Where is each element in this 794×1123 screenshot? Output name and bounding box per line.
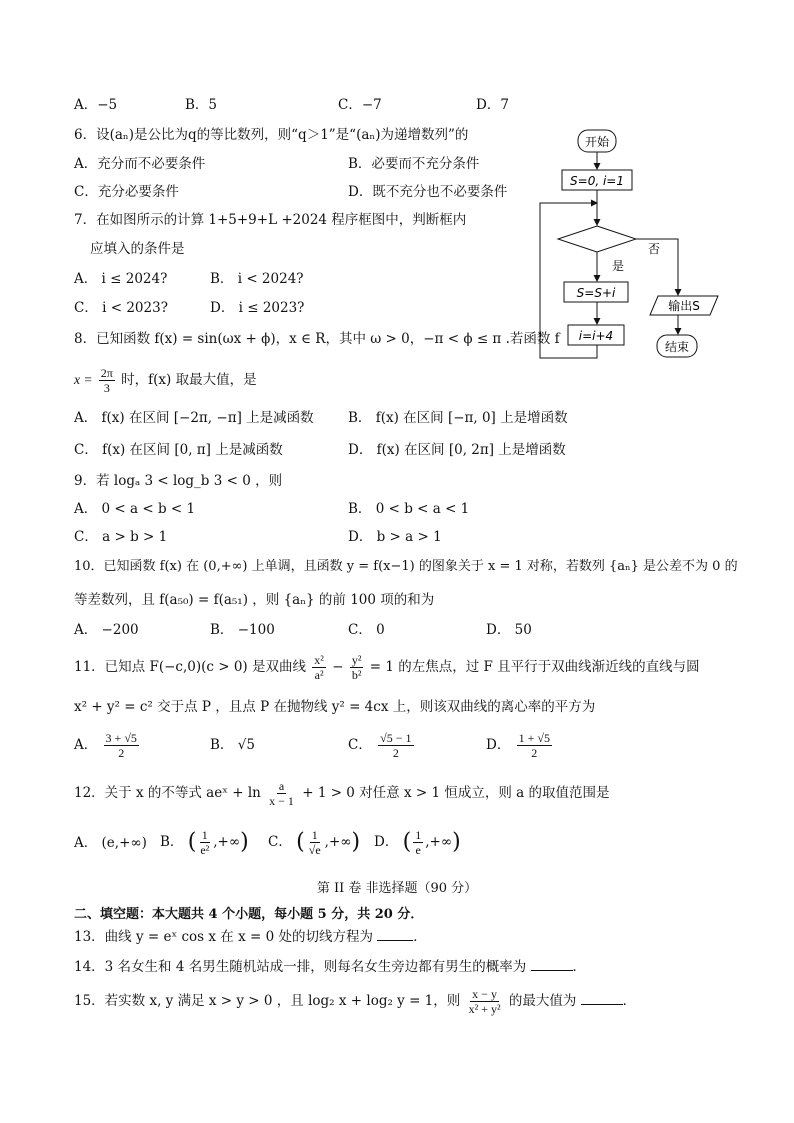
program-flowchart <box>530 125 730 365</box>
q6-option-d: D．既不充分也不必要条件 <box>348 184 508 200</box>
q11-frac1-den: a² <box>314 668 324 682</box>
q10-option-d: D． 50 <box>486 622 532 638</box>
q7-option-d: D． i ≤ 2023? <box>210 300 305 316</box>
q11-stem-part1: 11．已知点 F(−c,0)(c > 0) 是双曲线 <box>74 659 306 675</box>
flowchart-increment-label: i=i+4 <box>578 329 614 343</box>
q9-stem: 9．若 logₐ 3 < log_b 3 < 0 ，则 <box>74 473 283 489</box>
q11-d-label: D． <box>486 737 511 753</box>
q11-option-d <box>486 730 554 760</box>
q12-stem-part2: + 1 > 0 对任意 x > 1 恒成立，则 a 的取值范围是 <box>302 785 610 801</box>
q11-option-b: B． √5 <box>210 737 255 753</box>
q11-frac1-num: x² <box>314 653 324 667</box>
q11-c-frac <box>378 731 413 760</box>
q8-stem-line2-rest: 时，f(x) 取最大值，是 <box>121 372 257 388</box>
q12-d-frac <box>413 828 423 857</box>
q11-c-num: √5 − 1 <box>380 731 412 745</box>
q11-stem-part2: = 1 的左焦点，过 F 且平行于双曲线渐近线的直线与圆 <box>369 659 700 675</box>
q12-d-den: e <box>415 843 421 857</box>
q11-c-label: C． <box>348 737 372 753</box>
q8-option-c: C． f(x) 在区间 [0, π] 上是减函数 <box>74 442 283 458</box>
q8-option-b: B． f(x) 在区间 [−π, 0] 上是增函数 <box>348 410 568 426</box>
q9-option-d: D． b > a > 1 <box>348 529 442 545</box>
q12-d-label: D． <box>374 834 399 850</box>
q12-frac <box>267 779 296 808</box>
q9-option-b: B． 0 < b < a < 1 <box>348 501 470 517</box>
q15-stem <box>74 986 636 1016</box>
flowchart-yes-label: 是 <box>612 259 625 273</box>
q8-stem-line1: 8．已知函数 f(x) = sin(ωx + ϕ)，x ∈ R，其中 ω > 0，−π < ϕ ≤ π .若函数 f <box>74 331 560 347</box>
q9-option-a: A． 0 < a < b < 1 <box>74 501 196 517</box>
q12-b-den: e² <box>200 843 210 857</box>
q12-c-den: √e <box>308 843 321 857</box>
q11-a-num: 3 + √5 <box>105 731 137 745</box>
flowchart-init-label: S=0, i=1 <box>570 174 624 188</box>
part2-title: 第 II 卷 非选择题（90 分） <box>316 881 478 896</box>
q11-a-label: A． <box>74 737 98 753</box>
q7-stem-line2: 应填入的条件是 <box>90 241 185 257</box>
flowchart-output-label: 输出S <box>668 299 700 313</box>
q8-x-eq: x = <box>74 372 93 387</box>
q7-option-a: A． i ≤ 2024? <box>74 271 168 287</box>
q13-stem-text: 13．曲线 y = eˣ cos x 在 x = 0 处的切线方程为 <box>74 929 373 945</box>
flowchart-end-label: 结束 <box>664 340 690 354</box>
q9-option-c: C． a > b > 1 <box>74 529 168 545</box>
q10-stem-line2: 等差数列，且 f(a₅₀) = f(a₅₁) ，则 {aₙ} 的前 100 项的和为 <box>74 592 435 608</box>
q14-answer-blank[interactable] <box>531 970 573 971</box>
q11-frac2-num: y² <box>351 653 362 667</box>
flowchart-decision-diamond <box>558 226 636 252</box>
q11-d-den: 2 <box>531 746 538 760</box>
q14-stem <box>74 958 586 976</box>
q12-c-num: 1 <box>311 828 318 842</box>
q12-c-frac <box>307 828 323 857</box>
flowchart-sum-label: S=S+i <box>576 286 616 300</box>
q14-stem-text: 14．3 名女生和 4 名男生随机站成一排，则每名女生旁边都有男生的概率为 <box>74 959 527 975</box>
q11-d-frac <box>517 731 552 760</box>
q12-d-tail: ,+∞ <box>425 834 453 850</box>
flowchart-no-label: 否 <box>648 242 661 256</box>
q10-stem-line1: 10．已知函数 f(x) 在 (0,+∞) 上单调，且函数 y = f(x−1) 的图象关于 x = 1 对称，若数列 {aₙ} 是公差不为 0 的 <box>74 559 738 574</box>
q12-c-tail: ,+∞ <box>324 834 352 850</box>
q13-stem <box>74 928 427 946</box>
q12-b-tail: ,+∞ <box>213 834 241 850</box>
q13-answer-blank[interactable] <box>377 940 413 941</box>
q15-stem-part2: 的最大值为 <box>508 993 577 1009</box>
q12-c-label: C． <box>268 834 292 850</box>
q12-option-a: A． (e,+∞) <box>74 835 147 851</box>
q8-stem-line2 <box>74 366 257 395</box>
q11-option-c <box>348 730 416 760</box>
q8-option-d: D． f(x) 在区间 [0, 2π] 上是增函数 <box>348 442 566 458</box>
q11-frac1 <box>312 653 326 682</box>
q15-frac <box>467 987 503 1016</box>
q15-frac-num: x − y <box>472 987 497 1001</box>
q12-b-num: 1 <box>201 828 208 842</box>
q5-option-d: D．7 <box>476 97 509 113</box>
q12-d-num: 1 <box>415 828 422 842</box>
q11-d-num: 1 + √5 <box>518 731 550 745</box>
q15-answer-blank[interactable] <box>581 1004 623 1005</box>
q8-frac-den: 3 <box>103 381 110 395</box>
q6-option-c: C．充分必要条件 <box>74 184 179 200</box>
q12-option-c: C． ( $\frac{1}{√e}$ ,+∞) <box>268 828 361 857</box>
q5-option-c: C．−7 <box>338 97 382 113</box>
q11-frac2 <box>350 653 364 682</box>
q11-option-a <box>74 730 141 760</box>
q12-b-frac <box>198 828 211 857</box>
q8-frac-num: 2π <box>100 366 113 380</box>
q7-stem-line1: 7．在如图所示的计算 1+5+9+L +2024 程序框图中，判断框内 <box>74 212 467 228</box>
q10-option-b: B． −100 <box>210 622 275 638</box>
flowchart-start-label: 开始 <box>584 135 610 149</box>
q12-option-b: B． ( $\frac{1}{\text{e²}}$ ,+∞) <box>160 828 249 857</box>
q11-a-den: 2 <box>118 746 125 760</box>
q8-fraction <box>99 366 115 395</box>
q10-option-a: A． −200 <box>74 622 139 638</box>
q15-frac-den: x² + y² <box>468 1002 501 1016</box>
q11-c-den: 2 <box>392 746 399 760</box>
q5-option-a: A．−5 <box>74 97 118 113</box>
q11-stem-line1 <box>74 652 700 682</box>
q12-b-label: B． <box>160 834 184 850</box>
q7-option-c: C． i < 2023? <box>74 300 168 316</box>
section2-title: 二、填空题：本大题共 4 个小题，每小题 5 分，共 20 分． <box>74 907 424 922</box>
q5-option-b: B．5 <box>185 97 218 113</box>
q10-option-c: C． 0 <box>348 622 385 638</box>
q15-tail: ． <box>622 993 637 1009</box>
q11-stem-line2: x² + y² = c² 交于点 P ，且点 P 在抛物线 y² = 4cx 上，则该双曲线的离心率的平方为 <box>74 699 596 715</box>
q12-frac-den: x − 1 <box>269 794 294 808</box>
q12-frac-num: a <box>278 779 285 793</box>
q13-tail: ． <box>413 929 427 945</box>
q8-option-a: A． f(x) 在区间 [−2π, −π] 上是减函数 <box>74 410 314 426</box>
q11-frac2-den: b² <box>351 668 362 682</box>
q11-a-frac <box>104 731 139 760</box>
q14-tail: ． <box>572 959 587 975</box>
q6-stem: 6．设(aₙ)是公比为q的等比数列，则“q＞1”是“(aₙ)为递增数列”的 <box>74 127 469 143</box>
q12-stem-part1: 12．关于 x 的不等式 aeˣ + ln <box>74 785 261 801</box>
q6-option-b: B．必要而不充分条件 <box>348 156 480 172</box>
q11-minus: − <box>332 659 344 675</box>
q7-option-b: B． i < 2024? <box>210 271 304 287</box>
q12-option-d: D． ( $\frac{1}{e}$ ,+∞) <box>374 828 461 857</box>
q12-stem <box>74 778 610 808</box>
q6-option-a: A．充分而不必要条件 <box>74 156 206 172</box>
q15-stem-part1: 15．若实数 x, y 满足 x > y > 0 ，且 log₂ x + log₂ y = 1，则 <box>74 993 461 1009</box>
